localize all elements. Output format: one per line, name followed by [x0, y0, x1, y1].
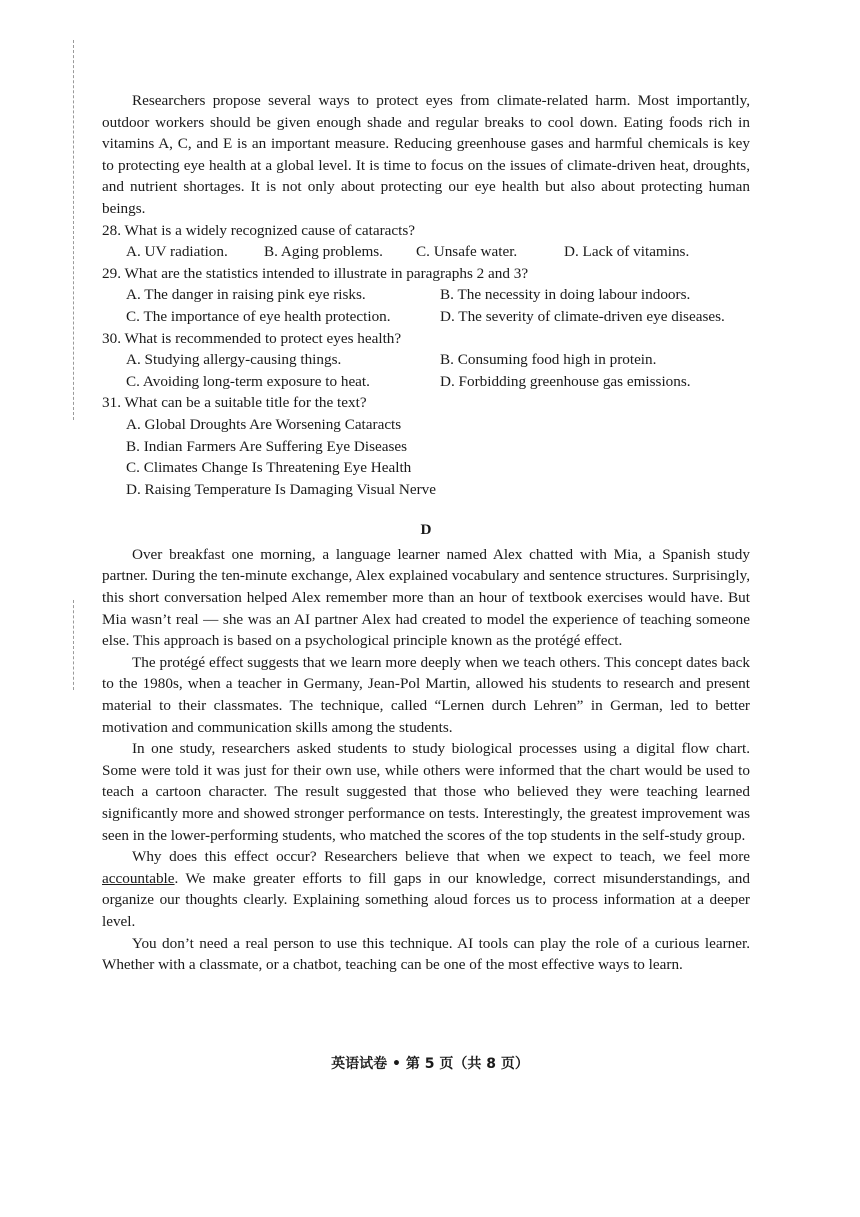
- passage-d-title: D: [420, 521, 432, 539]
- question-stem: 31. What can be a suitable title for the text?: [102, 394, 367, 412]
- question-options-row: [102, 349, 750, 371]
- question-stem: 29. What are the statistics intended to illustrate in paragraphs 2 and 3?: [102, 264, 529, 282]
- page-content: [102, 90, 750, 976]
- option-d: D. Lack of vitamins.: [564, 243, 690, 261]
- passage-d-paragraph-4: [102, 846, 750, 932]
- option-b: B. Consuming food high in protein.: [440, 351, 657, 369]
- question-options-row: [102, 371, 750, 393]
- question-29: [102, 263, 750, 328]
- question-stem: 28. What is a widely recognized cause of cataracts?: [102, 221, 416, 239]
- option-a: A. Global Droughts Are Worsening Cataracts: [126, 415, 402, 433]
- question-28: [102, 220, 750, 263]
- paragraph-4-start: Why does this effect occur? Researchers believe that when we expect to teach, we feel more: [132, 848, 750, 866]
- question-options-row: [102, 306, 750, 328]
- option-c: C. Unsafe water.: [416, 243, 518, 261]
- binding-margin-line: [73, 600, 74, 690]
- option-a: A. Studying allergy-causing things.: [126, 351, 342, 369]
- binding-margin-line: [73, 40, 74, 420]
- question-stem: 30. What is recommended to protect eyes health?: [102, 329, 402, 347]
- question-options: [102, 241, 750, 263]
- option-c: C. The importance of eye health protection.: [126, 307, 391, 325]
- option-a: A. The danger in raising pink eye risks.: [126, 286, 366, 304]
- passage-d-paragraph-3: In one study, researchers asked students to study biological processes using a digital flow chart. Some were told it was just for their own use, while others were informed that the chart would be used to teach a cartoon character. The result suggested that those who believed they were teaching learned significantly more and showed stronger performance on tests. Interestingly, the greatest improvement was seen in the lower-performing students, who matched the scores of the top students in the self-study group.: [102, 740, 750, 844]
- paragraph-4-rest: . We make greater efforts to fill gaps in our knowledge, correct misunderstandings, and organize our thoughts clearly. Explaining something aloud forces us to process information at a deeper level.: [102, 869, 750, 930]
- underlined-word-accountable: accountable: [102, 869, 175, 887]
- passage-c-last-paragraph: Researchers propose several ways to protect eyes from climate-related harm. Most importantly, outdoor workers should be given enough shade and regular breaks to cool down. Eating foods rich in vitamins A, C, and E is an important measure. Reducing greenhouse gases and harmful chemicals is key to protecting eye health at a global level. It is time to focus on the issues of climate-driven heat, droughts, and nutrient shortages. It is not only about protecting our eye health but also about protecting human beings.: [102, 92, 750, 217]
- question-31: [102, 392, 750, 500]
- option-d: D. Forbidding greenhouse gas emissions.: [440, 372, 691, 390]
- option-a: A. UV radiation.: [126, 243, 228, 261]
- option-b: B. Indian Farmers Are Suffering Eye Diseases: [126, 437, 408, 455]
- option-d: D. The severity of climate-driven eye diseases.: [440, 307, 725, 325]
- page-footer: 英语试卷 • 第 5 页（共 8 页）: [331, 1056, 529, 1072]
- passage-d-paragraph-1: Over breakfast one morning, a language learner named Alex chatted with Mia, a Spanish study partner. During the ten-minute exchange, Alex explained vocabulary and sentence structures. Surprisingly, this short conversation helped Alex remember more than an hour of textbook exercises would have. But Mia wasn’t real — she was an AI partner Alex had created to model the experience of teaching someone else. This approach is based on a psychological principle known as the protégé effect.: [102, 545, 750, 650]
- passage-d-paragraph-5: You don’t need a real person to use this technique. AI tools can play the role of a curious learner. Whether with a classmate, or a chatbot, teaching can be one of the most effective ways to learn.: [102, 934, 750, 974]
- option-d: D. Raising Temperature Is Damaging Visual Nerve: [126, 480, 436, 498]
- option-c: C. Avoiding long-term exposure to heat.: [126, 372, 370, 390]
- option-c: C. Climates Change Is Threatening Eye Health: [126, 459, 412, 477]
- question-30: [102, 328, 750, 393]
- question-options-row: [102, 284, 750, 306]
- passage-d-paragraph-2: The protégé effect suggests that we learn more deeply when we teach others. This concept dates back to the 1980s, when a teacher in Germany, Jean-Pol Martin, allowed his students to research and present material to their classmates. The technique, called “Lernen durch Lehren” in German, led to better motivation and communication skills among the students.: [102, 653, 750, 736]
- option-b: B. Aging problems.: [264, 243, 383, 261]
- option-b: B. The necessity in doing labour indoors.: [440, 286, 691, 304]
